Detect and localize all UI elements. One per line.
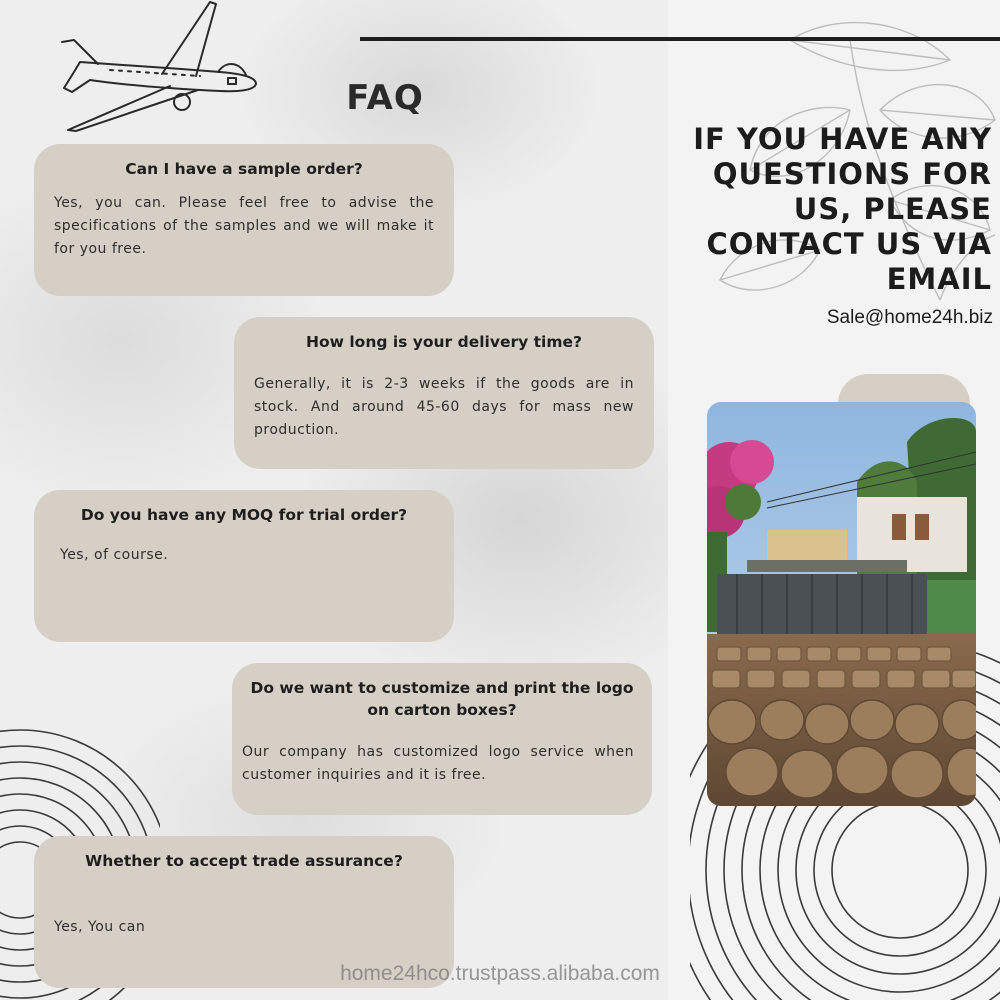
faq-card <box>232 663 652 815</box>
faq-answer: Yes, of course. <box>60 547 169 563</box>
airplane-icon <box>50 0 265 140</box>
faq-question: Can I have a sample order? <box>125 160 363 178</box>
faq-card <box>34 490 454 642</box>
watermark: home24hco.trustpass.alibaba.com <box>340 962 660 985</box>
faq-answer: Yes, You can <box>54 919 146 935</box>
contact-heading: IF YOU HAVE ANY QUESTIONS FOR US, PLEASE CONTACT US VIA EMAIL <box>693 122 992 296</box>
product-photo <box>707 402 976 806</box>
faq-question: Whether to accept trade assurance? <box>85 852 403 870</box>
faq-card <box>34 144 454 296</box>
faq-question: Do you have any MOQ for trial order? <box>80 506 408 524</box>
faq-answer: Yes, you can. Please feel free to advise the specifications of the samples and we will make it for you free. <box>54 195 434 257</box>
contact-email-link[interactable]: Sale@home24h.biz <box>826 307 993 328</box>
faq-answer: Our company has customized logo service when customer inquiries and it is free. <box>242 744 634 783</box>
page-title: FAQ <box>346 78 424 118</box>
top-divider-line <box>360 37 1000 41</box>
faq-question: How long is your delivery time? <box>306 333 582 351</box>
faq-answer: Generally, it is 2-3 weeks if the goods are in stock. And around 45-60 days for mass new production. <box>254 376 634 438</box>
faq-card <box>234 317 654 469</box>
faq-question: Do we want to customize and print the logo on carton boxes? <box>250 679 634 719</box>
